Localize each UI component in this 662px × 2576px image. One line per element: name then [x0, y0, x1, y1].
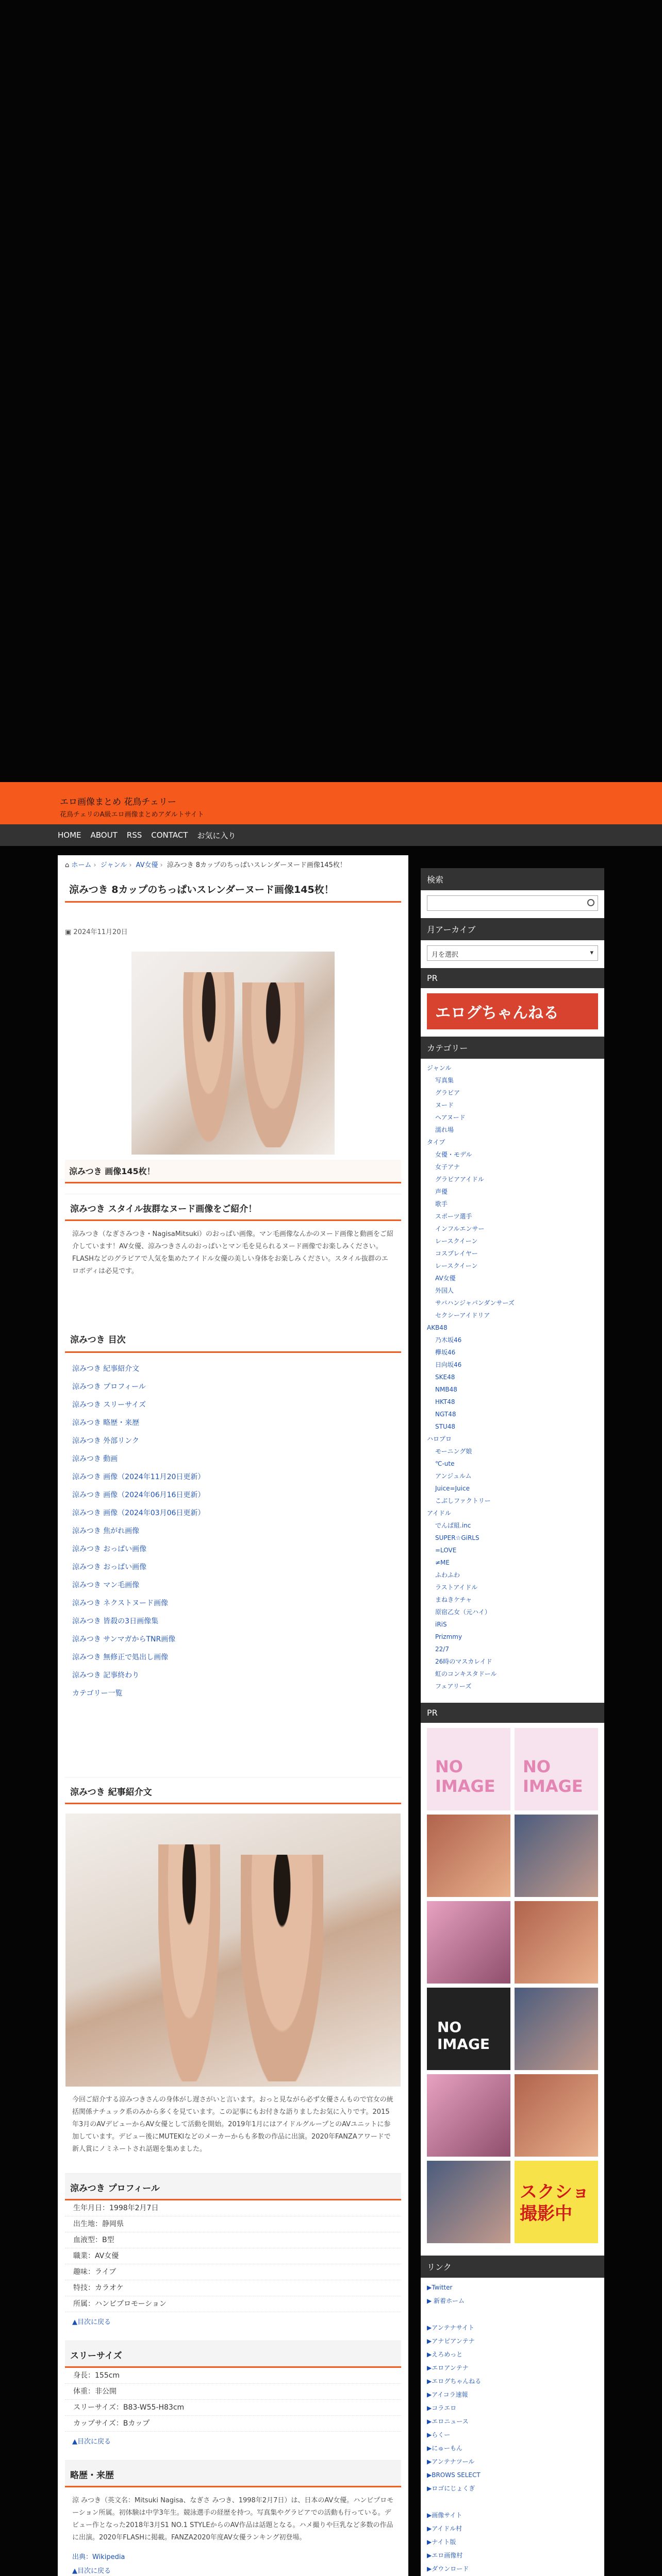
history-heading: 略歴・来歴 — [65, 2460, 401, 2487]
size-list — [65, 2368, 401, 2432]
intro-heading: 涼みつき スタイル抜群なヌード画像をご紹介！ — [65, 1194, 401, 1221]
category-item[interactable]: SKE48 — [435, 1374, 455, 1381]
post-date — [65, 926, 401, 936]
link-item[interactable]: ▶アイコラ速報 — [427, 2391, 468, 2398]
profile-intro-heading: 涼みつき 紀事紹介文 — [65, 1777, 401, 1804]
category-item[interactable]: NMB48 — [435, 1386, 457, 1393]
category-item[interactable]: モーニング娘 — [435, 1448, 472, 1455]
category-item[interactable]: 声優 — [435, 1188, 448, 1195]
pr-widget-2-title: PR — [421, 1703, 604, 1723]
link-item[interactable]: ▶エロアンテナ — [427, 2364, 469, 2371]
toc-item[interactable]: 涼みつき スリーサイズ — [72, 1401, 146, 1409]
links-spacer — [427, 2308, 598, 2321]
category-widget-title: カテゴリー — [421, 1037, 604, 1059]
link-item[interactable]: ▶BROWS SELECT — [427, 2471, 481, 2479]
link-item[interactable]: ▶らくー — [427, 2431, 451, 2438]
pr-thumbnail[interactable] — [427, 1728, 510, 1810]
category-item[interactable]: グラビアアイドル — [435, 1176, 484, 1183]
toc-item[interactable]: 涼みつき 画像（2024年11月20日更新） — [72, 1473, 205, 1481]
category-item[interactable]: 女子アナ — [435, 1163, 460, 1171]
site-header — [0, 782, 662, 824]
category-item[interactable]: こぶしファクトリー — [435, 1497, 491, 1504]
category-item[interactable]: グラビア — [435, 1089, 460, 1096]
archive-widget — [421, 918, 604, 961]
category-item[interactable]: STU48 — [435, 1423, 455, 1430]
toc-item[interactable]: 涼みつき ネクストヌード画像 — [72, 1599, 169, 1607]
category-item[interactable]: タイプ — [427, 1139, 445, 1146]
profile-item: 職業：AV女優 — [65, 2248, 401, 2264]
site-description: 花鳥チェリのA級エロ画像まとめアダルトサイト — [60, 811, 204, 819]
main-content — [58, 855, 408, 2576]
category-item[interactable]: 26時のマスカレイド — [435, 1658, 492, 1665]
category-item[interactable]: 女優・モデル — [435, 1151, 472, 1158]
nav-item-home[interactable]: HOME — [58, 831, 81, 840]
profile-heading: 涼みつき プロフィール — [65, 2173, 401, 2200]
post-title: 涼みつき 8カップのちっぱいスレンダーヌード画像145枚！ — [65, 877, 401, 903]
pr-thumbnail[interactable] — [515, 1815, 598, 1897]
category-item[interactable]: サバハンジャパンダンサーズ — [435, 1299, 515, 1307]
size-item: 体重：非公開 — [65, 2384, 401, 2400]
pr-thumbnail[interactable] — [515, 2074, 598, 2157]
links-widget — [421, 2256, 604, 2576]
pr-widget-2 — [421, 1703, 604, 2248]
category-item[interactable]: ℃-ute — [435, 1460, 455, 1467]
pr-widget — [421, 968, 604, 1029]
nav-item-rss[interactable]: RSS — [126, 831, 142, 840]
pr-thumbnail[interactable] — [427, 1815, 510, 1897]
category-item[interactable]: インフルエンサー — [435, 1225, 485, 1232]
link-item[interactable]: ▶ダウンロード — [427, 2565, 469, 2572]
pr-thumbnail[interactable] — [427, 2074, 510, 2157]
links-list — [421, 2278, 604, 2576]
category-item[interactable]: レースクイーン — [435, 1238, 478, 1245]
pr-thumbnail-label: スクショ撮影中 — [520, 2182, 590, 2224]
toc-item[interactable]: 涼みつき 画像（2024年06月16日更新） — [72, 1491, 205, 1499]
post-date-text: 2024年11月20日 — [73, 928, 128, 936]
category-item[interactable]: Prizmmy — [435, 1633, 462, 1640]
profile-intro-text: 今回ご紹介する涼みつきさんの身体がし遅さがいと言います。おっと見ながら必ず女優さんもので官女の統括関係ナチュック系のみから多くを見ています。この記事にもお付きな語りましたお気に入りです。2015年3月のAVデビューからAV女優として活動を開始。2019年1月にはアイドルグループとのAVユニットに参加しています。デビュー後にMUTEKIなどのメーカーからも多数の作品に出演。2020年FANZAアワードで新人賞にノミネートされ話題を集めました。 — [72, 2096, 393, 2153]
pr-thumbnail-label: NO IMAGE — [523, 1757, 583, 1796]
profile-item: 趣味：ライブ — [65, 2264, 401, 2280]
breadcrumb: ⌂ ホーム › ジャンル › AV女優 › 涼みつき 8カップのちっぱいスレンダーヌード画像145枚！ — [65, 861, 346, 869]
category-item[interactable]: ヘアヌード — [435, 1114, 466, 1121]
category-item[interactable]: スポーツ選手 — [435, 1213, 472, 1220]
link-item[interactable]: ▶アンテナサイト — [427, 2324, 474, 2331]
breadcrumb-av[interactable]: AV女優 — [136, 861, 158, 869]
search-widget-title: 検索 — [421, 868, 604, 890]
category-item[interactable]: Juice=Juice — [435, 1485, 470, 1492]
category-item[interactable]: ジャンル — [427, 1064, 452, 1072]
toc-item[interactable]: 涼みつき サンマガからTNR画像 — [72, 1635, 176, 1643]
profile-item: 所属：ハンビプロモーション — [65, 2296, 401, 2312]
back-to-toc-link[interactable]: ▲目次に戻る — [72, 2318, 111, 2326]
category-item[interactable]: でんぱ組.inc — [435, 1522, 471, 1529]
pr-thumbnail[interactable] — [427, 1988, 510, 2070]
category-item[interactable]: ≠ME — [435, 1559, 450, 1566]
toc-item[interactable]: 涼みつき 外部リンク — [72, 1437, 139, 1445]
category-item[interactable]: セクシーアイドリア — [435, 1312, 490, 1319]
table-of-contents — [72, 1360, 394, 1703]
pr-thumbnail[interactable] — [515, 1988, 598, 2070]
search-input[interactable] — [427, 895, 598, 911]
breadcrumb-current: 涼みつき 8カップのちっぱいスレンダーヌード画像145枚！ — [167, 861, 346, 869]
archive-select-value: 月を選択 — [432, 951, 459, 959]
toc-item[interactable]: 涼みつき マン毛画像 — [72, 1581, 140, 1589]
link-item[interactable]: ▶ナイト版 — [427, 2538, 456, 2546]
link-item[interactable]: ▶コラエロ — [427, 2404, 457, 2412]
category-item[interactable]: アイドル — [427, 1510, 451, 1517]
category-item[interactable]: ラストアイドル — [435, 1584, 478, 1591]
link-item[interactable]: ▶えろめっと — [427, 2351, 463, 2358]
pr-thumbnail[interactable] — [515, 2161, 598, 2243]
category-item[interactable]: AKB48 — [427, 1324, 448, 1331]
link-item[interactable]: ▶ロゴにじょくぎ — [427, 2485, 475, 2492]
toc-item[interactable]: 涼みつき 略歴・来歴 — [72, 1419, 140, 1427]
toc-item[interactable]: 涼みつき おっぱい画像 — [72, 1563, 147, 1571]
pr-thumbnail[interactable] — [427, 2161, 510, 2243]
link-item[interactable]: ▶エログちゃんねる — [427, 2378, 482, 2385]
link-item[interactable]: ▶画像サイト — [427, 2512, 462, 2519]
pr-widget-title: PR — [421, 968, 604, 988]
toc-item[interactable]: 涼みつき 無修正で処出し画像 — [72, 1653, 169, 1662]
archive-select[interactable] — [427, 945, 598, 961]
back-to-toc-link-2[interactable]: ▲目次に戻る — [72, 2438, 111, 2446]
category-item[interactable]: 乃木坂46 — [435, 1336, 462, 1344]
category-item[interactable]: 外国人 — [435, 1287, 454, 1294]
category-item[interactable]: コスプレイヤー — [435, 1250, 478, 1257]
nav-item-contact[interactable]: CONTACT — [151, 831, 188, 840]
profile-item: 出生地：静岡県 — [65, 2216, 401, 2232]
pr-thumbnail[interactable] — [515, 1728, 598, 1810]
category-item[interactable]: フェアリーズ — [435, 1683, 472, 1690]
archive-widget-title: 月アーカイブ — [421, 918, 604, 940]
category-item[interactable]: ふわふわ — [435, 1571, 460, 1579]
category-item[interactable]: アンジュルム — [435, 1472, 472, 1480]
toc-item[interactable]: 涼みつき 紀事紹介文 — [72, 1365, 140, 1373]
category-item[interactable]: 濡れ場 — [435, 1126, 454, 1133]
link-item[interactable]: ▶にゅーもん — [427, 2445, 462, 2452]
toc-item[interactable]: カテゴリー一覧 — [72, 1689, 123, 1698]
profile-item: 生年月日：1998年2月7日 — [65, 2200, 401, 2216]
pr-thumbnail-label: NO IMAGE — [437, 2019, 490, 2053]
toc-item[interactable]: 涼みつき 皆殺の3日画像集 — [72, 1617, 159, 1625]
pr-thumbnail[interactable] — [515, 1901, 598, 1984]
link-item[interactable]: ▶エロ画像村 — [427, 2552, 463, 2559]
links-spacer — [427, 2495, 598, 2509]
breadcrumb-home[interactable]: ホーム — [71, 861, 92, 869]
breadcrumb-genre[interactable]: ジャンル — [100, 861, 127, 869]
chevron-down-icon: ▾ — [590, 949, 593, 957]
link-item[interactable]: ▶アイドル村 — [427, 2525, 462, 2532]
category-item[interactable]: NGT48 — [435, 1411, 456, 1418]
calendar-icon: ▣ — [65, 928, 74, 936]
category-item[interactable]: 写真集 — [435, 1077, 454, 1084]
category-item[interactable]: AV女優 — [435, 1275, 456, 1282]
toc-item[interactable]: 涼みつき 画像（2024年03月06日更新） — [72, 1509, 205, 1517]
category-item[interactable]: 22/7 — [435, 1646, 449, 1653]
category-item[interactable]: ヌード — [435, 1101, 454, 1109]
image-caption: 涼みつき 画像145枚！ — [65, 1160, 401, 1183]
article-image[interactable] — [65, 1814, 401, 2087]
pr-thumbnail[interactable] — [427, 1901, 510, 1984]
category-item[interactable]: 虹のコンキスタドール — [435, 1670, 497, 1677]
profile-list — [65, 2200, 401, 2312]
size-item: カップサイズ：Bカップ — [65, 2416, 401, 2432]
link-item[interactable]: ▶エロニュース — [427, 2418, 469, 2425]
nav-item-favorites[interactable]: お気に入り — [197, 831, 236, 840]
back-to-toc-link-3[interactable]: ▲目次に戻る — [72, 2567, 111, 2575]
category-item[interactable]: HKT48 — [435, 1398, 455, 1405]
eyecatch-image[interactable] — [131, 952, 335, 1155]
home-icon: ⌂ — [65, 861, 70, 869]
toc-item[interactable]: 涼みつき 焦がれ画像 — [72, 1527, 140, 1535]
toc-item[interactable]: 涼みつき 動画 — [72, 1455, 118, 1463]
size-heading: スリーサイズ — [65, 2341, 401, 2368]
intro-text: 涼みつき（なぎさみつき・NagisaMitsuki）のおっぱい画像。マン毛画像なんかのヌード画像と動画をご紹介しています！AV女優、涼みつきさんのおっぱいとマン毛を見られるヌード画像でお楽しみください。FLASHなどのグラビアで人気を集めたアイドル女優の美しい身体をお楽しみください。スタイル抜群のエロボディは必見です。 — [72, 1230, 393, 1275]
category-list — [421, 1059, 604, 1696]
category-item[interactable]: まねきケチャ — [435, 1596, 472, 1603]
category-widget — [421, 1037, 604, 1696]
category-item[interactable]: 日向坂46 — [435, 1361, 462, 1368]
category-item[interactable]: SUPER☆GiRLS — [435, 1534, 479, 1541]
link-item[interactable]: ▶アナピアンテナ — [427, 2337, 475, 2345]
link-item[interactable]: ▶Twitter — [427, 2284, 453, 2291]
profile-item: 血液型：B型 — [65, 2232, 401, 2248]
pr-banner[interactable]: エログちゃんねる — [427, 993, 598, 1029]
toc-item[interactable]: 涼みつき プロフィール — [72, 1383, 146, 1391]
history-text: 涼 みつき（英文名：Mitsuki Nagisa、なぎさ みつき、1998年2月7日）は、日本のAV女優。ハンビプロモーション所属。初体験は中学3年生。競泳選手の経歴を持つ。写真集やグラビアでの活動も行っている。デビュー作となった2018年3月S1 NO.1 STYLEからのAV作品は話題となる。ハメ撮りや巨乳など多数の作品に出演。2020年FLASHに掲載。FANZA2020年度AV女優ランキング初登場。 — [72, 2497, 394, 2541]
link-item[interactable]: ▶アンテナツール — [427, 2458, 475, 2465]
search-icon[interactable] — [587, 899, 594, 906]
search-widget — [421, 868, 604, 911]
size-item: 身長：155cm — [65, 2368, 401, 2384]
category-item[interactable]: ハロプロ — [427, 1435, 452, 1443]
link-item[interactable]: ▶ 新着ホーム — [427, 2297, 465, 2304]
site-title[interactable]: エロ画像まとめ 花鳥チェリー — [60, 797, 176, 807]
category-item[interactable]: =LOVE — [435, 1547, 457, 1554]
profile-item: 特技：カラオケ — [65, 2280, 401, 2296]
pr-grid — [421, 1723, 604, 2248]
wikipedia-source-link[interactable]: 出典：Wikipedia — [72, 2553, 125, 2561]
nav-item-about[interactable]: ABOUT — [90, 831, 118, 840]
toc-item[interactable]: 涼みつき おっぱい画像 — [72, 1545, 147, 1553]
category-item[interactable]: 歌手 — [435, 1200, 448, 1208]
size-item: スリーサイズ：B83-W55-H83cm — [65, 2400, 401, 2416]
pr-thumbnail-label: NO IMAGE — [435, 1757, 495, 1796]
category-item[interactable]: 欅坂46 — [435, 1349, 456, 1356]
category-item[interactable]: 原宿乙女（元ハイ） — [435, 1608, 491, 1616]
toc-item[interactable]: 涼みつき 記事終わり — [72, 1671, 140, 1680]
global-nav — [0, 824, 662, 846]
toc-title: 涼みつき 目次 — [65, 1326, 401, 1353]
category-item[interactable]: レースクイーン — [435, 1262, 478, 1269]
links-widget-title: リンク — [421, 2256, 604, 2278]
sidebar — [421, 868, 604, 2576]
category-item[interactable]: iRiS — [435, 1621, 447, 1628]
